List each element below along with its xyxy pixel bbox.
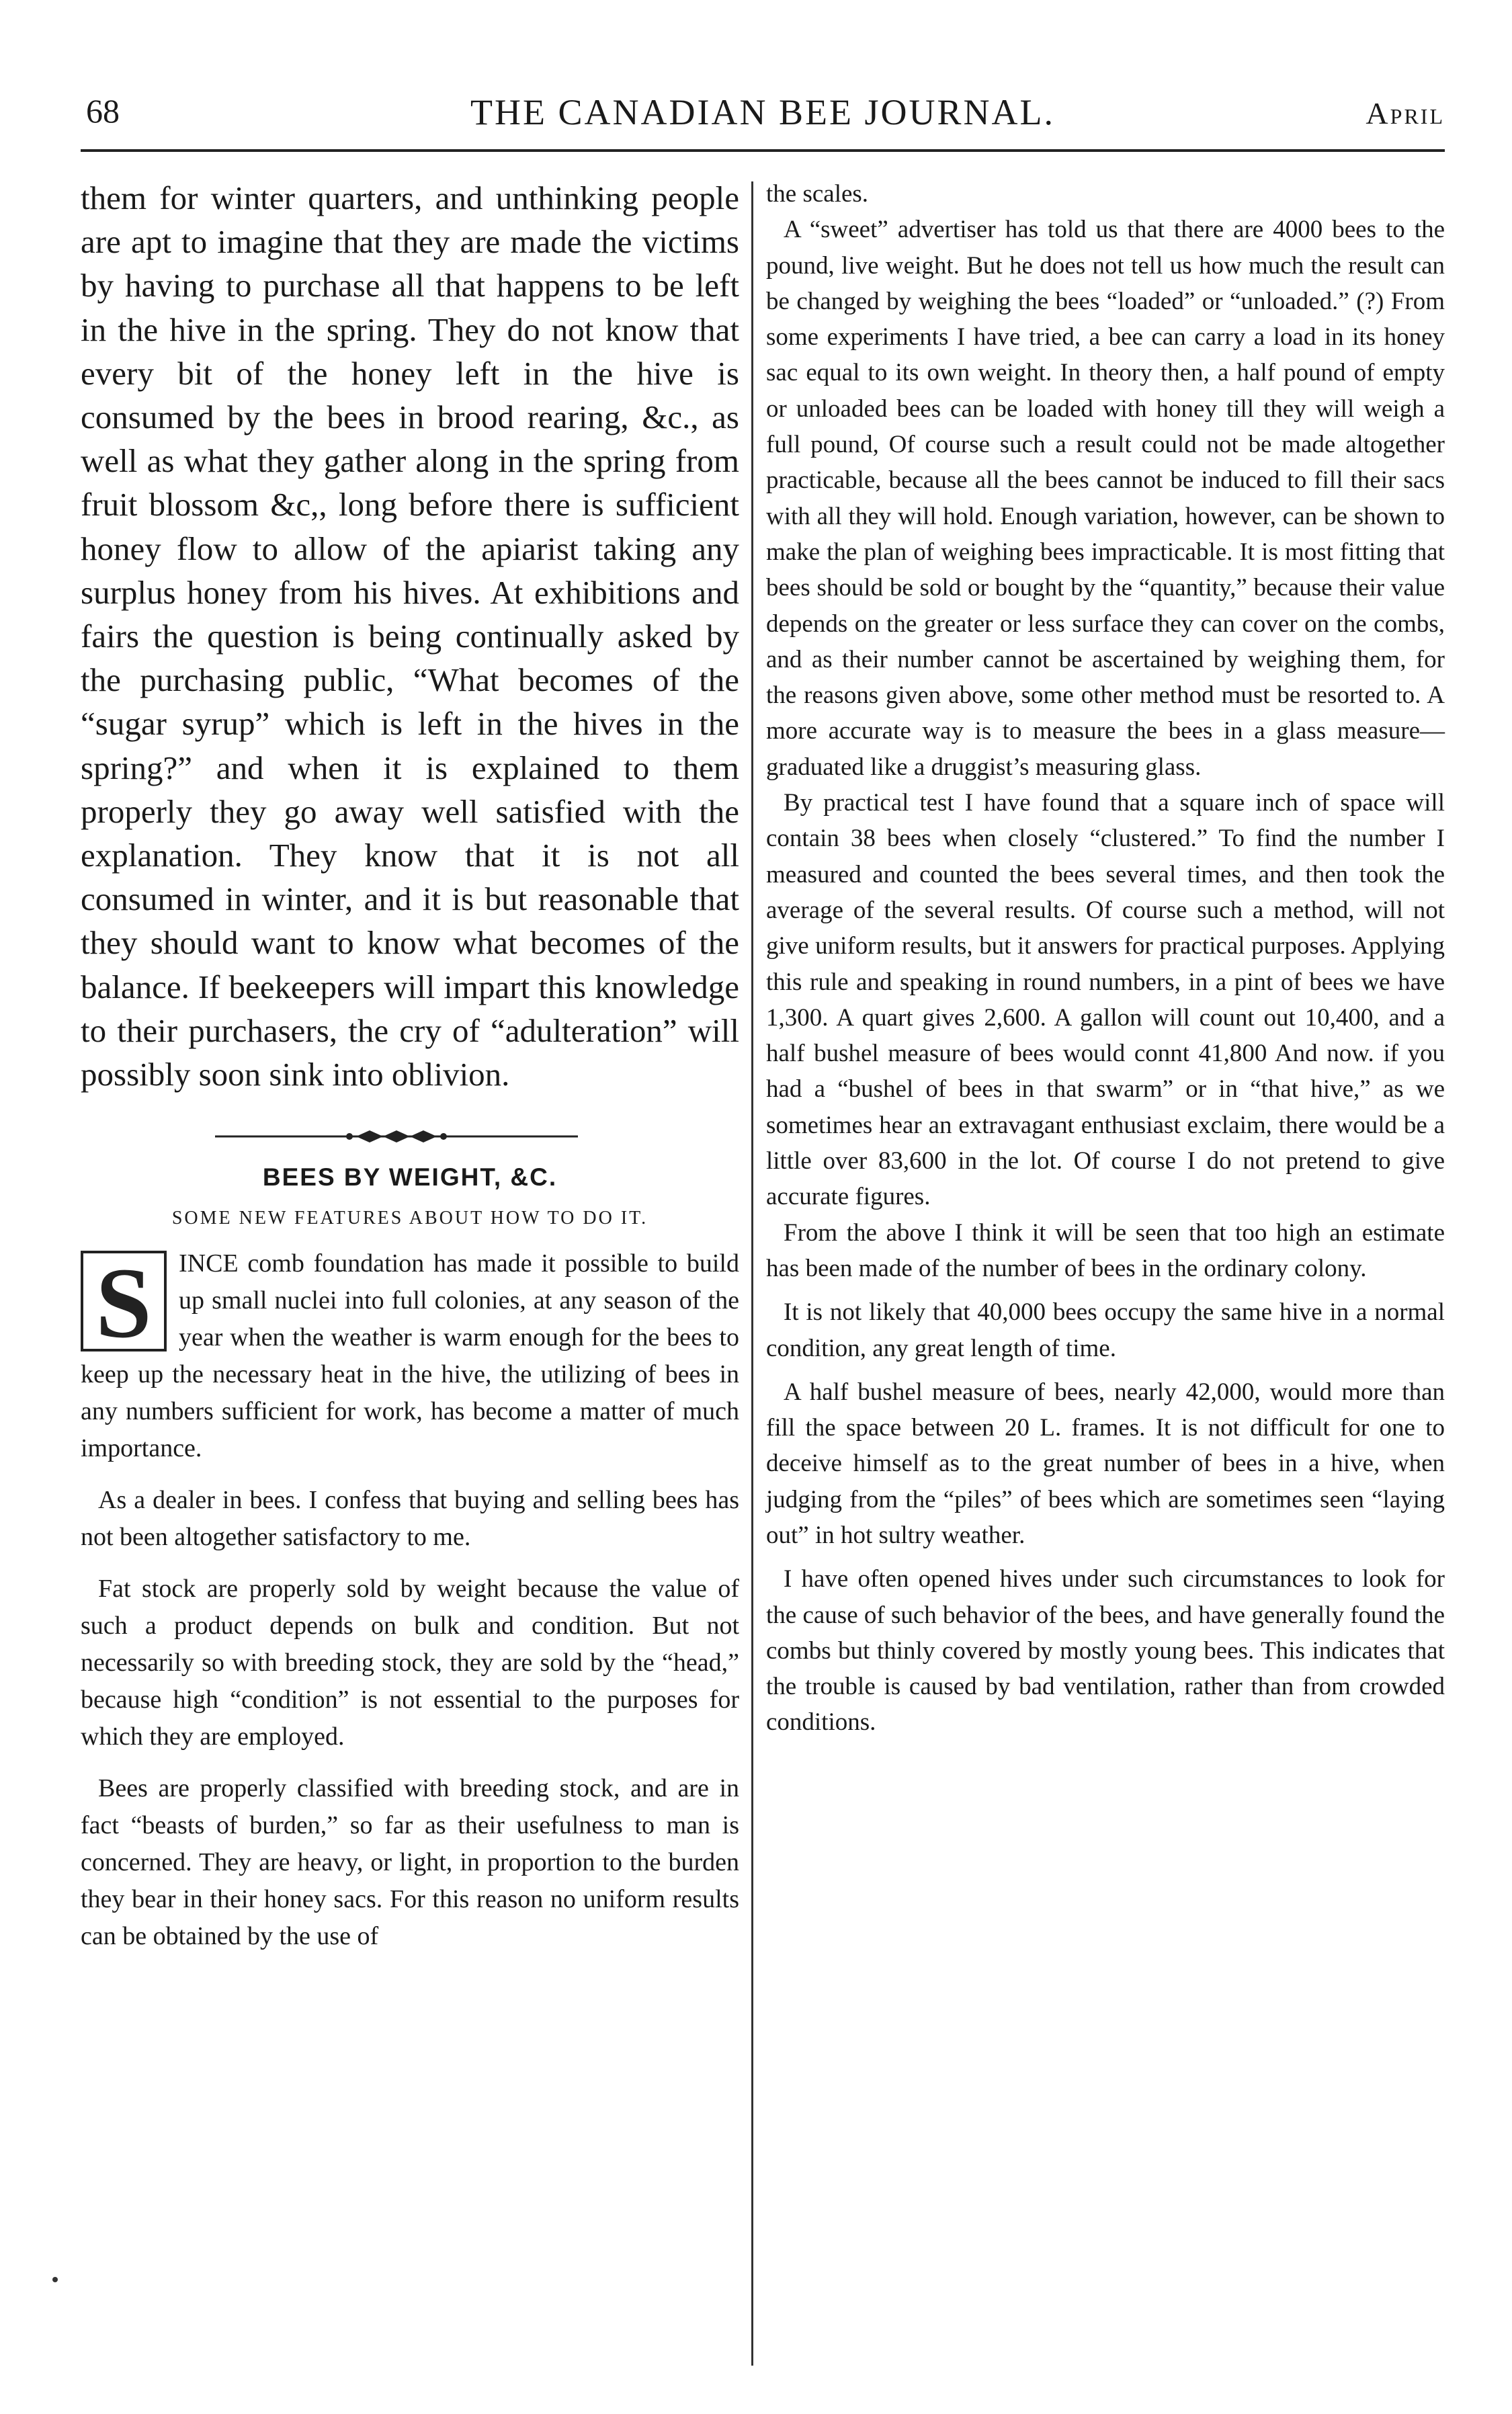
print-speck	[52, 2277, 58, 2282]
issue-month: April	[1366, 96, 1445, 130]
article-body-left	[81, 1245, 739, 1955]
opening-paragraph-text: INCE comb foundation has made it possible to build up small nuclei into full colonies, at any season of the year when the weather is warm enough for the bees to keep up the necessary heat in the hive, the utilizing of bees in any numbers sufficient for work, has become a matter of much importance.	[81, 1249, 739, 1463]
body-paragraph: It is not likely that 40,000 bees occupy the same hive in a normal condition, any great length of time.	[766, 1298, 1445, 1362]
body-paragraph: As a dealer in bees. I confess that buying and selling bees has not been altogether satisfactory to me.	[81, 1486, 739, 1552]
opening-paragraph	[81, 1245, 739, 1467]
article-title: BEES BY WEIGHT, &C.	[262, 1163, 558, 1192]
page-number: 68	[86, 92, 120, 130]
body-paragraph: By practical test I have found that a square inch of space will contain 38 bees when closely “clustered.” To find the number I measured and counted the bees several times, and then took the average of the several results. Of course such a method, will not give uniform results, but it answers for practical purposes. Applying this rule and speaking in round numbers, in a pint of bees we have 1,300. A quart gives 2,600. A gallon will count out 10,400, and a half bushel measure of bees would connt 41,800 And now. if you had a “bushel of bees in that swarm” or in “that hive,” as we sometimes hear an extravagant enthusiast exclaim, there would be a little over 83,600 in the lot. Of course I do not pretend to give accurate figures.	[766, 789, 1445, 1211]
left-column	[81, 176, 739, 1955]
body-paragraph: I have often opened hives under such circumstances to look for the cause of such behavior of the bees, and have generally found the combs but thinly covered by mostly young bees. This indicates that the trouble is caused by bad ventilation, rather than from crowded conditions.	[766, 1565, 1445, 1737]
continued-paragraph: them for winter quarters, and unthinking people are apt to imagine that they are made the victims by having to purchase all that happens to be left in the hive in the spring. They do not know that every bit of the honey left in the hive is consumed by the bees in brood rearing, &c., as well as what they gather along in the spring from fruit blossom &c,, long before there is sufficient honey flow to allow of the apiarist taking any surplus honey from his hives. At exhibitions and fairs the question is being continually asked by the purchasing public, “What becomes of the “sugar syrup” which is left in the hives in the spring?” and when it is explained to them properly they go away well satisfied with the explanation. They know that it is not all consumed in winter, and it is but reasonable that they should want to know what becomes of the balance. If beekeepers will impart this knowledge to their purchasers, the cry of “adulteration” will possibly soon sink into oblivion.	[81, 179, 739, 1093]
section-ornament	[215, 1123, 578, 1150]
body-paragraph: Bees are properly classified with breeding stock, and are in fact “beasts of burden,” so far as their usefulness to man is concerned. They are heavy, or light, in proportion to the burden they bear in their honey sacs. For this reason no uniform results can be obtained by the use of	[81, 1774, 739, 1951]
body-paragraph: Fat stock are properly sold by weight because the value of such a product depends on bulk and condition. But not necessarily so with breeding stock, they are sold by the “head,” because high “condition” is not essential to the purposes for which they are employed.	[81, 1575, 739, 1751]
header-rule	[81, 149, 1445, 152]
continued-article	[81, 176, 739, 1096]
body-paragraph: the scales.	[766, 180, 869, 208]
article-subtitle: SOME NEW FEATURES ABOUT HOW TO DO IT.	[171, 1208, 648, 1229]
svg-text:S: S	[95, 1251, 152, 1352]
drop-cap-s	[81, 1251, 167, 1351]
page-header	[81, 86, 1445, 140]
body-paragraph: From the above I think it will be seen that too high an estimate has been made of the number of bees in the ordinary colony.	[766, 1218, 1445, 1282]
body-paragraph: A “sweet” advertiser has told us that there are 4000 bees to the pound, live weight. But he does not tell us how much the result can be changed by weighing the bees “loaded” or “unloaded.” (?) From some experiments I have tried, a bee can carry a load in its honey sac equal to its own weight. In theory then, a half pound of empty or unloaded bees can be loaded with honey till they will weigh a full pound, Of course such a result could not be made altogether practicable, because all the bees cannot be induced to fill their sacs with all they will hold. Enough variation, however, can be shown to make the plan of weighing bees impracticable. It is most fitting that bees should be sold or bought by the “quantity,” because their value depends on the greater or less surface they can cover on the combs, and as their number cannot be ascertained by weighing them, for the reasons given above, some other method must be resorted to. A more accurate way is to measure the bees in a glass measure—graduated like a druggist’s measuring glass.	[766, 216, 1445, 781]
right-column	[766, 176, 1445, 1741]
body-paragraph: A half bushel measure of bees, nearly 42,000, would more than fill the space between 20 L. frames. It is not difficult for one to deceive himself as to the great number of bees in a hive, when judging from the “piles” of bees which are sometimes seen “laying out” in hot sultry weather.	[766, 1378, 1445, 1549]
journal-title: THE CANADIAN BEE JOURNAL.	[470, 92, 1055, 132]
column-divider	[751, 181, 753, 2366]
